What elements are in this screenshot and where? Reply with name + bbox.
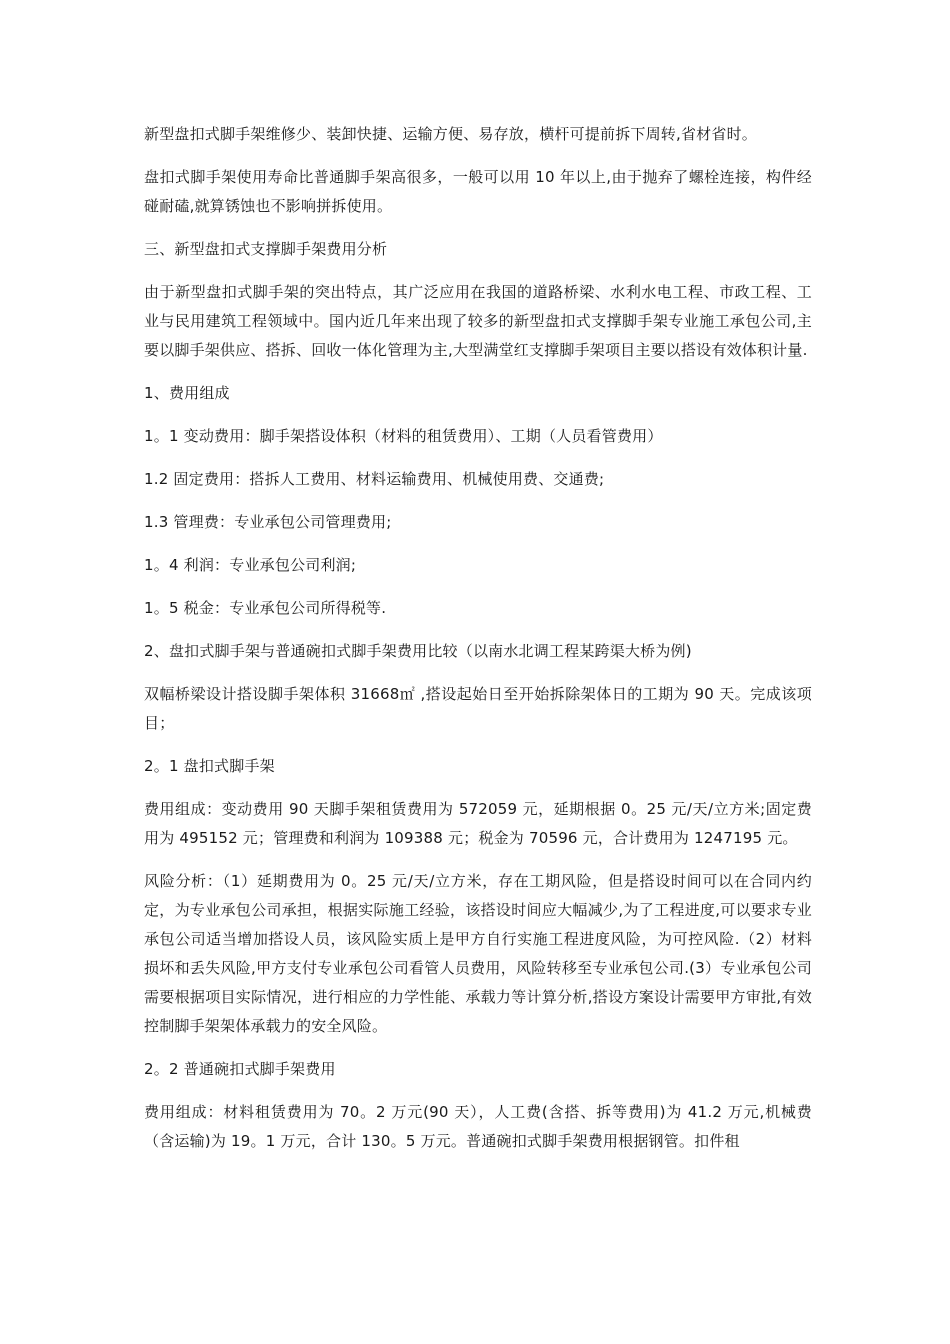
item-profit: 1。4 利润：专业承包公司利润; (144, 556, 357, 574)
paragraph-service-life: 盘扣式脚手架使用寿命比普通脚手架高很多，一般可以用 10 年以上,由于抛弃了螺栓连接，构件经碰耐磕,就算锈蚀也不影响拼拆使用。 (144, 168, 812, 215)
paragraph-application-fields: 由于新型盘扣式脚手架的突出特点，其广泛应用在我国的道路桥梁、水利水电工程、市政工程、工业与民用建筑工程领域中。国内近几年来出现了较多的新型盘扣式支撑脚手架专业施工承包公司,主要以脚手架供应、搭拆、回收一体化管理为主,大型满堂红支撑脚手架项目主要以搭设有效体积计量. (144, 283, 812, 359)
paragraph-disc-lock-costs: 费用组成：变动费用 90 天脚手架租赁费用为 572059 元，延期根据 0。25 元/天/立方米;固定费用为 495152 元；管理费和利润为 109388 元；税金为 70596 元，合计费用为 1247195 元。 (144, 800, 812, 847)
item-variable-cost: 1。1 变动费用：脚手架搭设体积（材料的租赁费用）、工期（人员看管费用） (144, 427, 663, 445)
subheading-cost-comparison: 2、盘扣式脚手架与普通碗扣式脚手架费用比较（以南水北调工程某跨渠大桥为例) (144, 642, 692, 660)
paragraph-risk-analysis: 风险分析：（1）延期费用为 0。25 元/天/立方米，存在工期风险，但是搭设时间可以在合同内约定，为专业承包公司承担，根据实际施工经验，该搭设时间应大幅减少,为了工程进度,可以要求专业承包公司适当增加搭设人员，该风险实质上是甲方自行实施工程进度风险，为可控风险.（2）材料损坏和丢失风险,甲方支付专业承包公司看管人员费用，风险转移至专业承包公司.(3）专业承包公司需要根据项目实际情况，进行相应的力学性能、承载力等计算分析,搭设方案设计需要甲方审批,有效控制脚手架架体承载力的安全风险。 (144, 872, 812, 1035)
document-body (144, 120, 812, 1170)
paragraph-bridge-volume: 双幅桥梁设计搭设脚手架体积 31668㎡ ,搭设起始日至开始拆除架体日的工期为 90 天。完成该项目； (144, 685, 812, 732)
item-fixed-cost: 1.2 固定费用：搭拆人工费用、材料运输费用、机械使用费、交通费; (144, 470, 605, 488)
subheading-disc-lock-scaffold: 2。1 盘扣式脚手架 (144, 757, 275, 775)
subheading-cost-composition: 1、费用组成 (144, 384, 230, 402)
subheading-cuplock-scaffold: 2。2 普通碗扣式脚手架费用 (144, 1060, 336, 1078)
item-management-fee: 1.3 管理费：专业承包公司管理费用; (144, 513, 392, 531)
paragraph-cuplock-costs: 费用组成：材料租赁费用为 70。2 万元(90 天），人工费(含搭、拆等费用)为 41.2 万元,机械费（含运输)为 19。1 万元，合计 130。5 万元。普通碗扣式脚手架费用根据钢管。扣件租 (144, 1103, 812, 1150)
section-heading-cost-analysis: 三、新型盘扣式支撑脚手架费用分析 (144, 240, 388, 258)
paragraph-advantages-maintenance: 新型盘扣式脚手架维修少、装卸快捷、运输方便、易存放，横杆可提前拆下周转,省材省时。 (144, 125, 757, 143)
item-tax: 1。5 税金：专业承包公司所得税等. (144, 599, 387, 617)
